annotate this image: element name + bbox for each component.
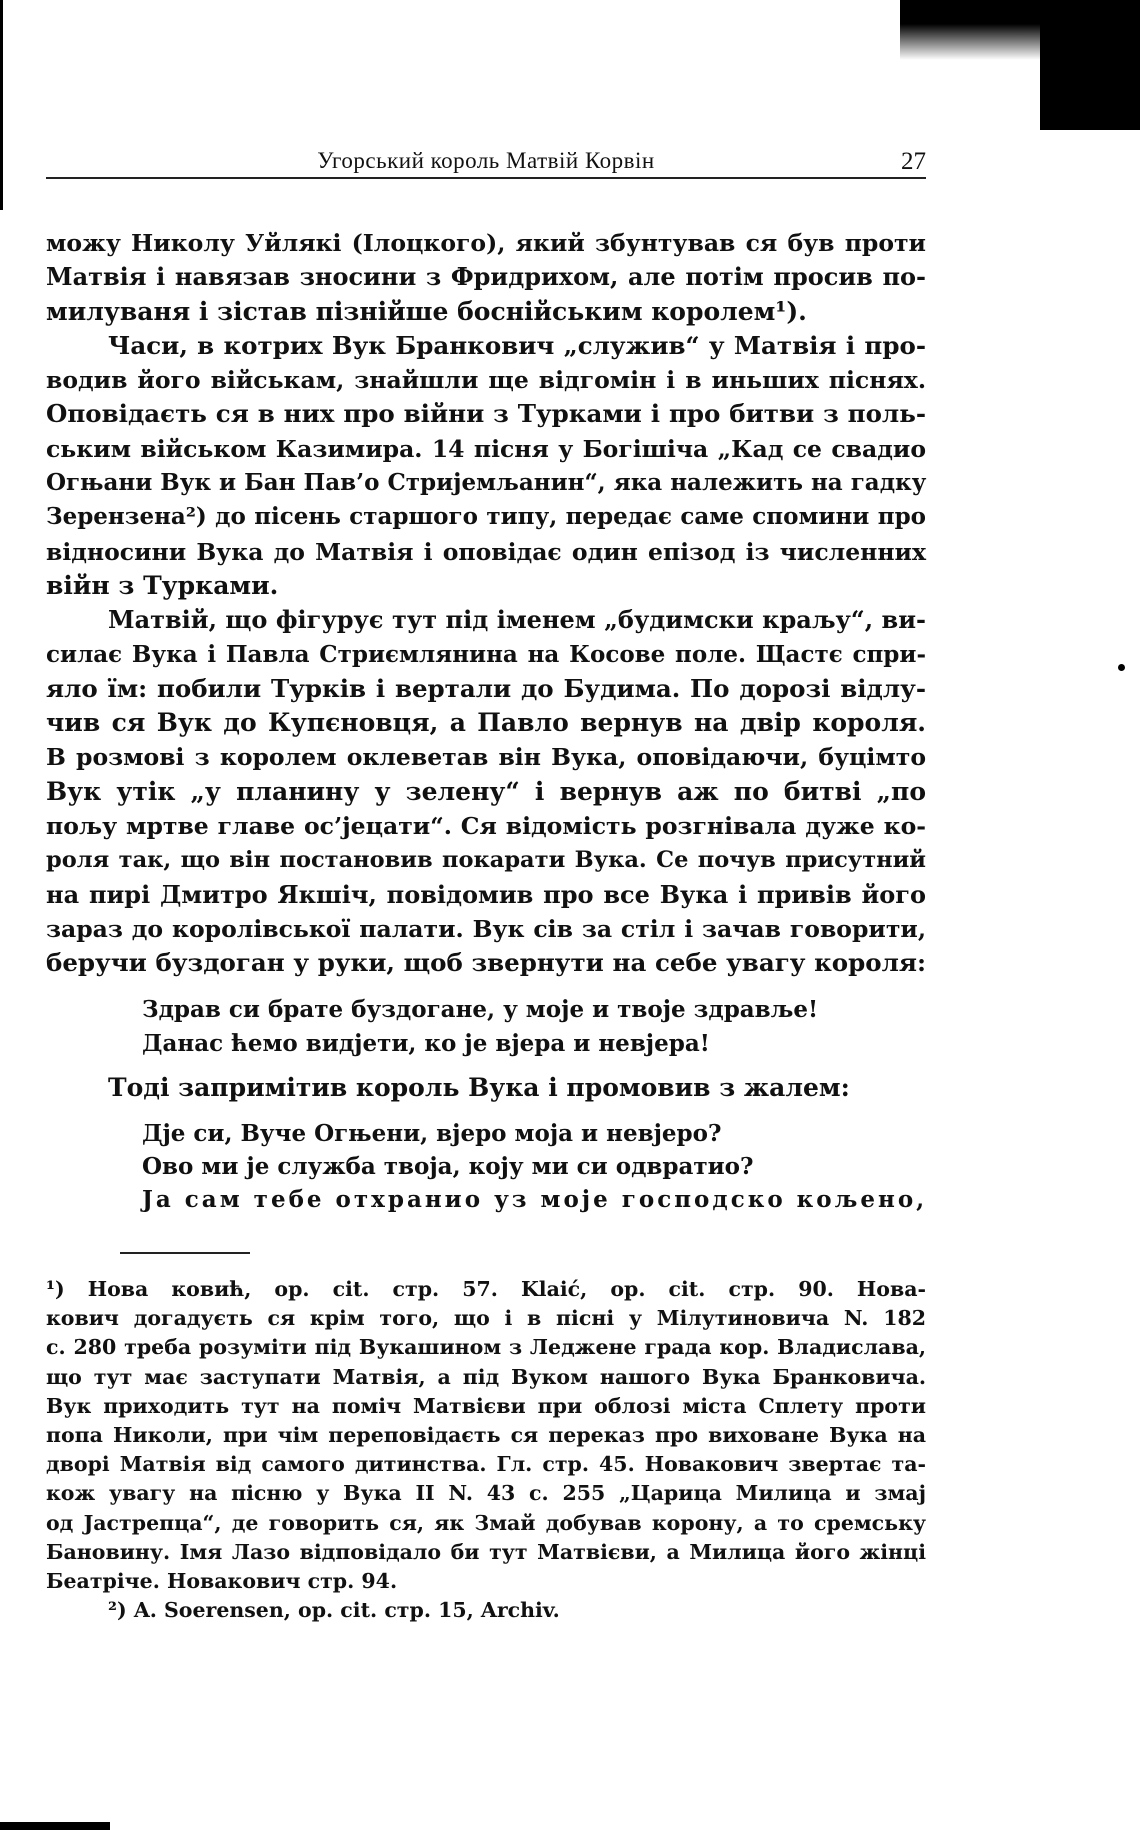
footnote-line: ¹) Нова ковић, op. cit. стр. 57. Klaić, op. cit. стр. 90. Нова-: [46, 1277, 926, 1301]
scan-dot-right: [1118, 664, 1125, 671]
verse-quote-2: [46, 1117, 926, 1216]
scan-edge-bottom: [0, 1822, 110, 1830]
text-line: війн з Турками.: [46, 570, 279, 600]
footnote-line: кович догадуєть ся крім того, що і в пісні у Мілутиновича N. 182: [46, 1306, 926, 1331]
footnote-line: кож увагу на пісню у Вука II N. 43 с. 255 „Царица Милица и змај: [46, 1481, 926, 1506]
footnote-line: Вук приходить тут на поміч Матвієви при облозі міста Сплету проти: [46, 1393, 926, 1418]
text-line: чив ся Вук до Купєновця, а Павло вернув на двір короля.: [46, 708, 926, 738]
verse-line: Здрав си брате буздогане, у моје и твоје здравље!: [142, 995, 819, 1023]
footnote-line: од Јастрепца“, де говорить ся, як Змай добував корону, а то сремську: [46, 1510, 926, 1535]
footnote-line: с. 280 треба розуміти під Вукашином з Леджене града кор. Владислава,: [46, 1335, 926, 1360]
text-line: Вук утік „у планину у зелену“ і вернув аж по битві „по: [46, 776, 926, 806]
page-number: 27: [901, 148, 926, 175]
text-line: Часи, в котрих Вук Бранкович „служив“ у Матвія і про-: [108, 330, 926, 360]
footnote-line: ²) A. Soerensen, op. cit. стр. 15, Archiv.: [108, 1598, 560, 1623]
footnote-1: [46, 1275, 926, 1596]
scan-edge-top-right: [1040, 0, 1140, 130]
text-line: Зерензена²) до пісень старшого типу, передає саме спомини про: [46, 503, 926, 531]
footnote-line: попа Николи, при чім переповідаєть ся переказ про виховане Вука на: [46, 1423, 926, 1448]
paragraph-3: [46, 603, 926, 980]
text-line: Тоді запримітив король Вука і промовив з жалем:: [108, 1072, 850, 1102]
bridge-sentence: [46, 1071, 926, 1105]
scan-edge-left: [0, 0, 3, 210]
verse-line: Ја сам тебе отхранио уз моје господско кољено,: [142, 1185, 928, 1213]
text-line: Оповідаєть ся в них про війни з Турками і про битви з поль-: [46, 399, 926, 429]
text-line: яло їм: побили Турків і вертали до Будима. По дорозі відлу-: [46, 673, 926, 703]
text-line: Матвія і навязав зносини з Фридрихом, але потім просив по-: [46, 262, 926, 292]
footnote-divider: [120, 1252, 250, 1254]
footnote-line: Беатріче. Новакович стр. 94.: [46, 1569, 398, 1594]
text-line: беручи буздоган у руки, щоб звернути на себе увагу короля:: [46, 948, 926, 978]
footnotes: [46, 1275, 926, 1625]
text-line: милуваня і зістав пізнійше боснійським королем¹).: [46, 296, 807, 326]
footnote-line: Бановину. Імя Лазо відповідало би тут Матвієви, а Милица його жінці: [46, 1539, 926, 1564]
running-header: [46, 148, 926, 179]
footnote-line: дворі Матвія від самого дитинства. Гл. стр. 45. Новакович звертає та-: [46, 1452, 926, 1477]
text-line: водив його військам, знайшли ще відгомін і в иньших піснях.: [46, 366, 926, 395]
running-title: Угорський король Матвій Корвін: [317, 148, 655, 173]
verse-line: Дје си, Вуче Огњени, вјеро моја и невјеро?: [142, 1119, 722, 1147]
text-line: В розмові з королем оклеветав він Вука, оповідаючи, буцімто: [46, 743, 926, 772]
footnote-line: що тут має заступати Матвія, а під Вуком нашого Вука Бранковича.: [46, 1364, 926, 1389]
text-line: Матвій, що фігурує тут під іменем „будимски краљу“, ви-: [108, 605, 926, 635]
text-line: силає Вука і Павла Стриємлянина на Косове поле. Щастє спри-: [46, 640, 926, 668]
main-text: [46, 226, 926, 1216]
text-line: на пирі Дмитро Якшіч, повідомив про все Вука і привів його: [46, 879, 926, 909]
verse-quote-1: [46, 993, 926, 1061]
paragraph-1: [46, 226, 926, 329]
text-line: можу Николу Уйлякі (Ілоцкого), який збунтував ся був проти: [46, 229, 926, 257]
verse-line: Данас ћемо видјети, ко је вјера и невјера!: [142, 1029, 710, 1057]
paragraph-2: [46, 329, 926, 603]
text-line: відносини Вука до Матвія і оповідає один епізод із численних: [46, 537, 926, 566]
footnote-2: [46, 1596, 926, 1625]
text-line: зараз до королівської палати. Вук сів за стіл і зачав говорити,: [46, 914, 926, 943]
text-line: роля так, що він постановив покарати Вука. Се почув присутний: [46, 847, 926, 874]
verse-line: Ово ми је служба твоја, коју ми си одвратио?: [142, 1152, 754, 1180]
text-line: пољу мртве главе ос’јецати“. Ся відомість розгнівала дуже ко-: [46, 812, 926, 841]
text-line: ським військом Казимира. 14 пісня у Богішіча „Кад се свадио: [46, 434, 926, 463]
scan-edge-top-mid: [900, 0, 1040, 60]
text-line: Огњани Вук и Бан Пав’о Стријемљанин“, яка належить на гадку: [46, 469, 927, 497]
